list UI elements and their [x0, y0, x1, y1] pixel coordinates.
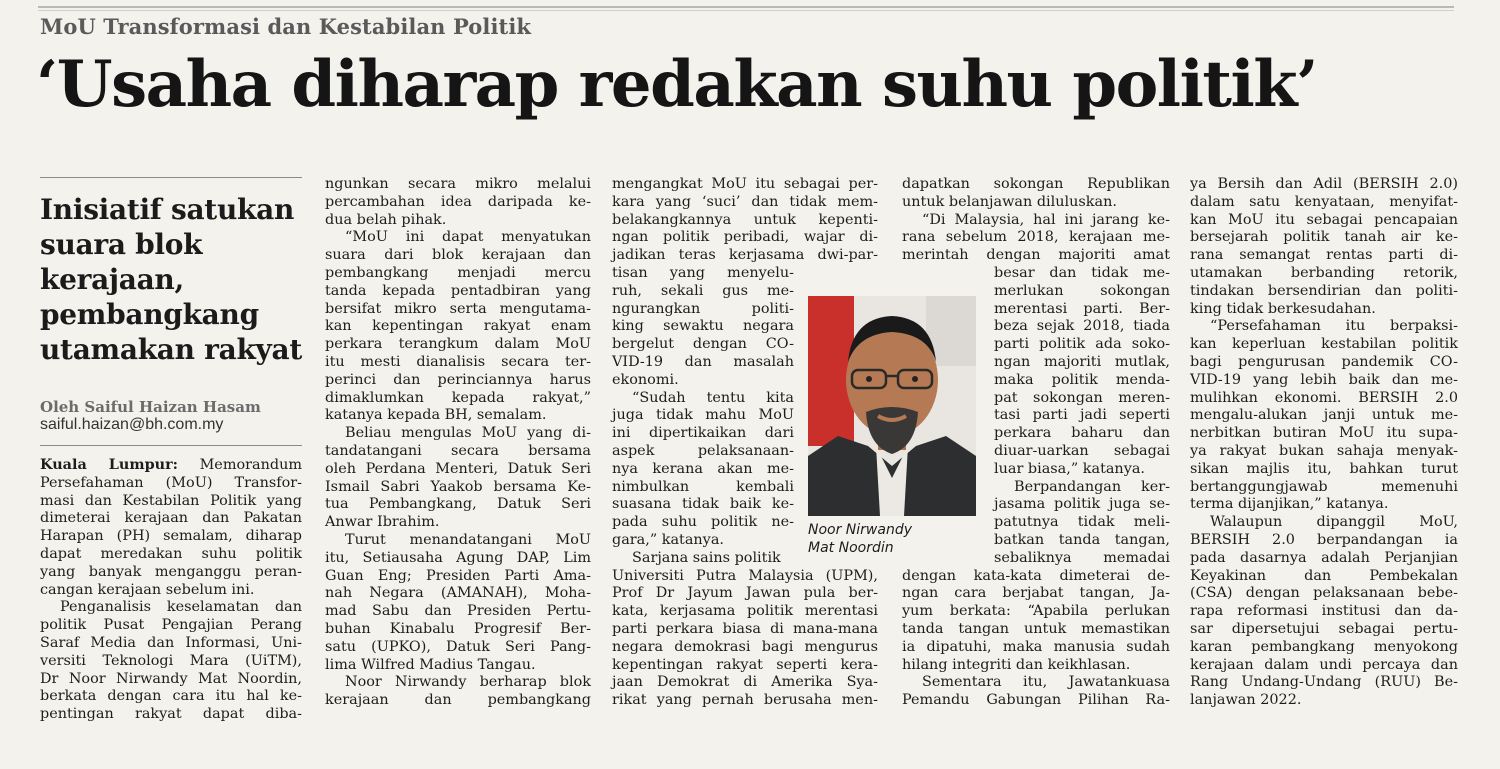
text-line: lanjawan 2022.	[1190, 692, 1302, 709]
text-line: nimbulkan kembali	[612, 478, 794, 495]
text-line: perkara baharu dan	[994, 425, 1170, 442]
caption-line: Mat Noordin	[808, 540, 894, 556]
text-line: Penganalisis keselamatan dan	[60, 599, 302, 616]
text-line: Noor Nirwandy berharap blok	[345, 674, 591, 691]
text-line: ekonomi.	[612, 371, 679, 388]
text-line: rapa reformasi institusi dan da-	[1190, 603, 1458, 620]
portrait-illustration	[808, 296, 976, 516]
subheadline-line: kerajaan,	[40, 263, 184, 296]
text-line: Beliau mengulas MoU yang di-	[345, 425, 591, 442]
text-line: rana semangat rentas parti di-	[1190, 247, 1458, 264]
author-email: saiful.haizan@bh.com.my	[40, 416, 224, 433]
text-line: aspek pelaksanaan-	[612, 442, 794, 459]
top-rule-thin	[38, 10, 1454, 11]
text-line: Prof Dr Jayum Jawan pula ber-	[612, 585, 878, 602]
text-line: cangan kerajaan sebelum ini.	[40, 581, 255, 598]
text-line: bagi pengurusan pandemik CO-	[1190, 353, 1458, 370]
text-line: sikan majlis itu, bahkan turut	[1190, 460, 1458, 477]
text-line: Turut menandatangani MoU	[345, 531, 591, 548]
text-line: ini dipertikaikan dari	[612, 425, 794, 442]
text-line: kara yang ‘suci’ dan tidak mem-	[612, 193, 878, 210]
text-line: “MoU ini dapat menyatukan	[345, 229, 591, 246]
text-line: parti politik ada soko-	[994, 336, 1170, 353]
subheadline-line: pembangkang	[40, 298, 259, 331]
text-line: gara,” katanya.	[612, 531, 724, 548]
text-line: dapat meredakan suhu politik	[40, 545, 302, 562]
text-line: pada suhu politik ne-	[612, 514, 794, 531]
text-line: masi dan Kestabilan Politik yang	[40, 492, 302, 509]
text-line: “Di Malaysia, hal ini jarang ke-	[922, 211, 1170, 228]
text-line: Keyakinan dan Pembekalan	[1190, 567, 1458, 584]
text-line: beza sejak 2018, tiada	[994, 318, 1170, 335]
text-line: dua belah pihak.	[325, 211, 447, 228]
text-line: tanda kepada pentadbiran yang	[325, 282, 591, 299]
text-line: Persefahaman (MoU) Transfor-	[40, 474, 302, 491]
text-line: ya rakyat bukan sahaja menyak-	[1190, 442, 1458, 459]
text-line: luar biasa,” katanya.	[994, 460, 1145, 477]
text-line: juga tidak mahu MoU	[612, 407, 794, 424]
text-line: Walaupun dipanggil MoU,	[1210, 514, 1458, 531]
text-line: Saraf Media dan Informasi, Uni-	[40, 634, 302, 651]
byline-rule	[40, 445, 302, 446]
text-line: mengangkat MoU itu sebagai per-	[612, 176, 878, 192]
text-line: Harapan (PH) semalam, diharap	[40, 528, 302, 545]
column-2	[325, 176, 591, 710]
text-line: nerbitkan butiran MoU itu supa-	[1190, 425, 1458, 442]
text-line: jasama politik juga se-	[994, 496, 1170, 513]
text-line: rikat yang pernah berusaha men-	[612, 692, 878, 709]
text-line: bersejarah politik tanah air ke-	[1190, 229, 1458, 246]
text-line: kan keperluan kestabilan politik	[1190, 336, 1458, 353]
subheadline-line: utamakan rakyat	[40, 333, 302, 366]
text-line: tanda tangan untuk memastikan	[902, 620, 1170, 637]
text-line: yum berkata: “Apabila perlukan	[902, 603, 1170, 620]
text-line: Ismail Sabri Yaakob bersama Ke-	[325, 478, 591, 495]
text-line: maka politik menda-	[994, 371, 1170, 388]
text-line: dalam satu kenyataan, menyifat-	[1190, 193, 1458, 210]
text-line: nah Negara (AMANAH), Moha-	[325, 585, 591, 602]
text-line: ruh, sekali gus me-	[612, 282, 794, 299]
text-line: kan kepentingan rakyat enam	[325, 318, 591, 335]
text-line: utamakan berbanding retorik,	[1190, 264, 1458, 281]
text-line: nya kerana akan me-	[612, 460, 794, 477]
text-line: itu, Setiausaha Agung DAP, Lim	[325, 549, 591, 566]
text-line: king sewaktu negara	[612, 318, 794, 335]
text-line: Rang Undang-Undang (RUU) Be-	[1190, 674, 1458, 691]
text-line: politik Pusat Pengajian Perang	[40, 617, 302, 634]
text-line: parti perkara biasa di mana-mana	[612, 620, 878, 637]
text-line: buhan Kinabalu Progresif Ber-	[325, 620, 591, 637]
text-line: belakangkannya untuk kepenti-	[612, 211, 878, 228]
text-line: perinci dan perinciannya harus	[325, 371, 591, 388]
text-line: hilang integriti dan keikhlasan.	[902, 656, 1131, 673]
text-line: Universiti Putra Malaysia (UPM),	[612, 567, 878, 584]
text-line: merintah dengan majoriti amat	[902, 247, 1170, 264]
text-line: kata, kerjasama politik merentasi	[612, 603, 878, 620]
top-rule	[38, 6, 1454, 8]
text-line: jaan Demokrat di Amerika Sya-	[612, 674, 878, 691]
text-line: Guan Eng; Presiden Parti Ama-	[325, 567, 591, 584]
text-line: Dr Noor Nirwandy Mat Noordin,	[40, 670, 302, 687]
subheadline-rule	[40, 177, 302, 178]
text-line: merentasi parti. Ber-	[994, 300, 1170, 317]
text-line: katanya kepada BH, semalam.	[325, 407, 547, 424]
text-line: patutnya tidak meli-	[994, 514, 1170, 531]
text-line: ngan politik peribadi, wajar di-	[612, 229, 878, 246]
text-line: bertanggungjawab memenuhi	[1190, 478, 1458, 495]
text-line: king tidak berkesudahan.	[1190, 300, 1376, 317]
text-line: “Persefahaman itu berpaksi-	[1210, 318, 1458, 335]
text-line: yang banyak menganggu peran-	[40, 563, 302, 580]
text-line: merlukan sokongan	[994, 282, 1170, 299]
text-line: batkan tanda tangan,	[994, 531, 1170, 548]
text-line: Sarjana sains politik	[632, 549, 781, 566]
text-line: berkata dengan cara itu hal ke-	[40, 688, 302, 705]
text-line: VID-19 yang lebih baik dan me-	[1190, 371, 1458, 388]
text-line: Pemandu Gabungan Pilihan Ra-	[902, 692, 1170, 709]
text-line: tasi parti jadi seperti	[994, 407, 1170, 424]
text-line: BERSIH 2.0 berpandangan ia	[1190, 531, 1458, 548]
text-line: ngunkan secara mikro melalui	[325, 176, 591, 192]
portrait-photo	[808, 296, 976, 516]
article-subheadline	[40, 192, 302, 367]
text-line: tua Pembangkang, Datuk Seri	[325, 496, 591, 513]
text-line: VID-19 dan masalah	[612, 353, 794, 370]
text-line: suasana tidak baik ke-	[612, 496, 794, 513]
text-line: jadikan teras kerjasama dwi-par-	[612, 247, 878, 264]
text-line: pembangkang menjadi mercu	[325, 264, 591, 281]
text-line: ngan majoriti mutlak,	[994, 353, 1170, 370]
text-line: ya Bersih dan Adil (BERSIH 2.0)	[1190, 176, 1458, 192]
text-line: perkara terangkum dalam MoU	[325, 336, 591, 353]
text-line: untuk belanjawan diluluskan.	[902, 193, 1117, 210]
text-line: kan MoU itu sebagai pencapaian	[1190, 211, 1458, 228]
text-line: diuar-uarkan sebagai	[994, 442, 1170, 459]
article-kicker: MoU Transformasi dan Kestabilan Politik	[40, 14, 532, 39]
column-1	[40, 456, 302, 724]
text-line: satu (UPKO), Datuk Seri Pang-	[325, 638, 591, 655]
text-line: tindakan bersendirian dan politi-	[1190, 282, 1458, 299]
text-line: itu mesti dianalisis secara ter-	[325, 353, 591, 370]
text-line: Berpandangan ker-	[1014, 478, 1170, 495]
text-line: Sementara itu, Jawatankuasa	[922, 674, 1170, 691]
text-line: mulihkan ekonomi. BERSIH 2.0	[1190, 389, 1458, 406]
text-line: “Sudah tentu kita	[632, 389, 794, 406]
text-line: dimeterai kerajaan dan Pakatan	[40, 510, 302, 527]
text-line: Kuala Lumpur: Memorandum	[40, 456, 302, 473]
text-line: negara demokrasi bagi mengurus	[612, 638, 878, 655]
byline: Oleh Saiful Haizan Hasam	[40, 398, 261, 416]
text-line: bersifat mikro serta mengutama-	[325, 300, 591, 317]
text-line: sar dipersetujui sebagai pertu-	[1190, 620, 1458, 637]
article-headline: ‘Usaha diharap redakan suhu politik’	[36, 47, 1317, 122]
text-line: kerajaan dalam undi percaya dan	[1190, 656, 1458, 673]
text-line: dengan kata-kata dimeterai de-	[902, 567, 1170, 584]
text-line: karan pembangkang menyokong	[1190, 638, 1458, 655]
column-5	[1190, 176, 1458, 710]
text-line: kerajaan dan pembangkang	[325, 692, 591, 709]
text-line: pada dasarnya adalah Perjanjian	[1190, 549, 1458, 566]
text-line: terma dijanjikan,” katanya.	[1190, 496, 1389, 513]
text-line: percambahan idea daripada ke-	[325, 193, 591, 210]
text-line: suara dari blok kerajaan dan	[325, 247, 591, 264]
text-line: tisan yang menyelu-	[612, 264, 794, 281]
text-line: mad Sabu dan Presiden Pertu-	[325, 603, 591, 620]
text-line: mengalu-alukan janji untuk me-	[1190, 407, 1458, 424]
text-line: versiti Teknologi Mara (UiTM),	[40, 652, 302, 669]
text-line: pat sokongan meren-	[994, 389, 1170, 406]
text-line: pentingan rakyat dapat diba-	[40, 706, 302, 723]
text-line: dimaklumkan kepada rakyat,”	[325, 389, 591, 406]
text-line: bergelut dengan CO-	[612, 336, 794, 353]
text-line: ngurangkan politi-	[612, 300, 794, 317]
text-line: oleh Perdana Menteri, Datuk Seri	[325, 460, 591, 477]
caption-line: Noor Nirwandy	[808, 522, 913, 538]
text-line: rana sebelum 2018, kerajaan me-	[902, 229, 1170, 246]
text-line: besar dan tidak me-	[994, 264, 1170, 281]
text-line: Anwar Ibrahim.	[325, 514, 440, 531]
text-line: sebaliknya memadai	[994, 549, 1170, 566]
subheadline-line: suara blok	[40, 228, 203, 261]
text-line: kepentingan rakyat seperti kera-	[612, 656, 878, 673]
text-line: lima Wilfred Madius Tangau.	[325, 656, 536, 673]
text-line: ngan cara berjabat tangan, Ja-	[902, 585, 1170, 602]
text-line: ia dipatuhi, maka manusia sudah	[902, 638, 1170, 655]
text-line: (CSA) dengan pelaksanaan bebe-	[1190, 585, 1458, 602]
photo-caption	[808, 521, 978, 557]
text-line: tandatangani secara bersama	[325, 442, 591, 459]
text-line: dapatkan sokongan Republikan	[902, 176, 1170, 192]
subheadline-line: Inisiatif satukan	[40, 193, 294, 226]
